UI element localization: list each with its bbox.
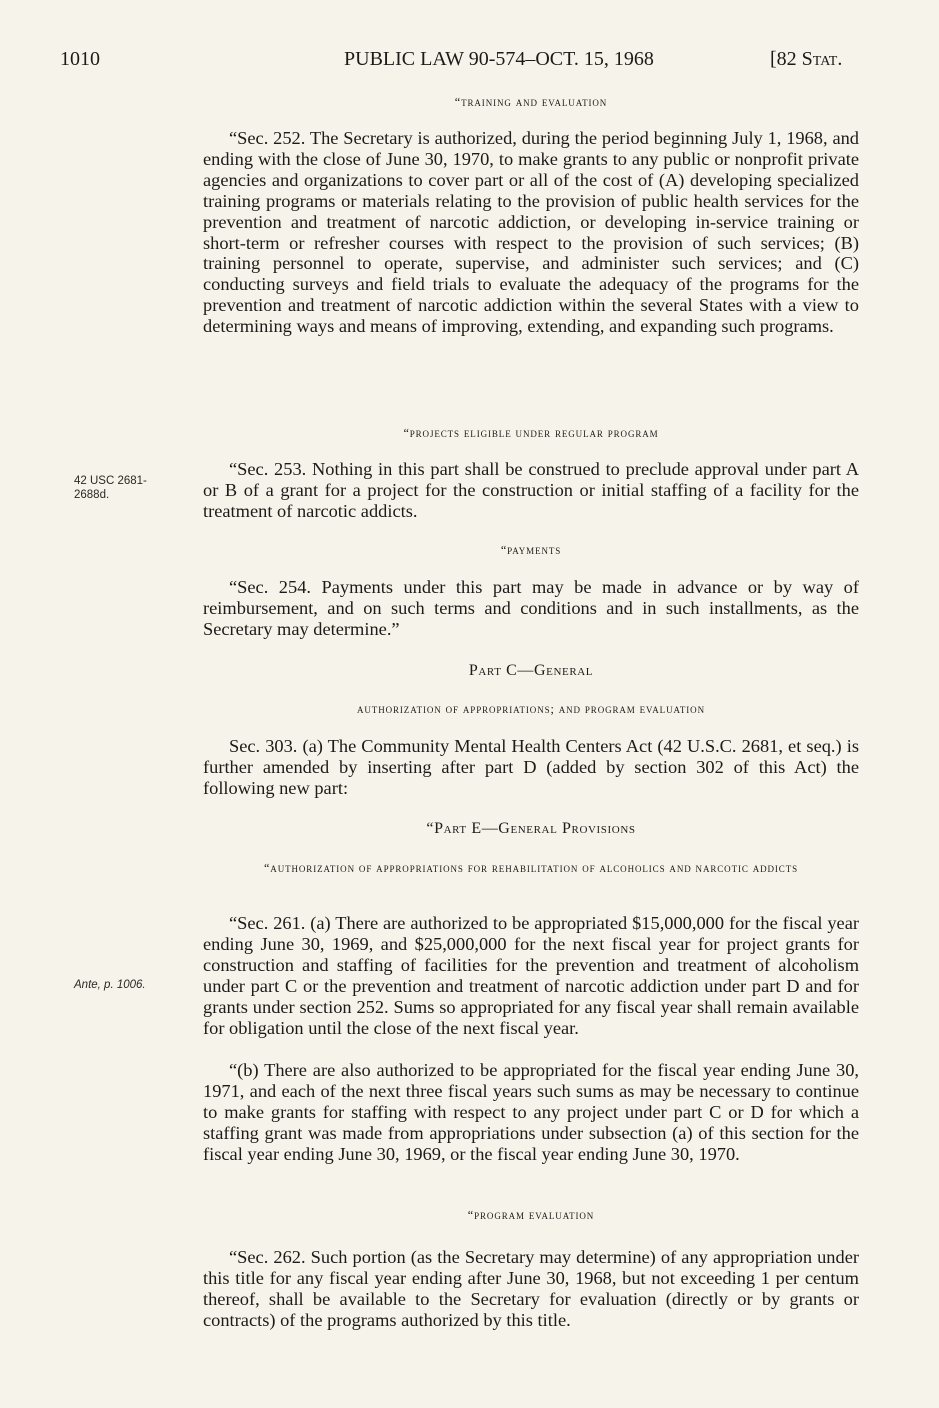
section-254: “Sec. 254. Payments under this part may be made in advance or by way of reimbursement, and on such terms and conditions and in such installments, as the Secretary may determine.” [203,577,859,639]
heading-training-evaluation: “training and evaluation [454,95,608,109]
running-title: PUBLIC LAW 90-574–OCT. 15, 1968 [344,48,654,70]
section-262: “Sec. 262. Such portion (as the Secretary may determine) of any appropriation under this title for any fiscal year ending after June 30, 1968, but not exceeding 1 per centum thereof, shall be available to the Secretary for evaluation (directly or by grants or contracts) of the programs authorized by this title. [203,1247,859,1330]
margin-note-usc: 42 USC 2681- 2688d. [74,475,147,501]
heading-authorization-rehab: “authorization of appropriations for rehabilitation of alcoholics and narcotic addicts [263,861,799,875]
margin-note-ante: Ante, p. 1006. [74,979,146,991]
heading-payments: “payments [500,543,562,557]
section-252: “Sec. 252. The Secretary is authorized, during the period beginning July 1, 1968, and ending with the close of June 30, 1970, to make grants to any public or nonprofit private agencies and organizations to cover part or all of the cost of (A) developing specialized training programs or materials relating to the provision of public health services for the prevention and treatment of narcotic addiction, or developing in-service training or short-term or refresher courses with respect to the provision of such services; (B) training personnel to operate, supervise, and administer such services; and (C) conducting surveys and field trials to evaluate the adequacy of the programs for the prevention and treatment of narcotic addiction within the several States with a view to determining ways and means of improving, extending, and expanding such programs. [203,128,859,337]
section-261a: “Sec. 261. (a) There are authorized to be appropriated $15,000,000 for the fiscal year ending June 30, 1969, and $25,000,000 for the next fiscal year for project grants for construction and staffing of facilities for the prevention and treatment of alcoholism under part C or the prevention and treatment of narcotic addiction under part D and for grants under section 252. Sums so appropriated for any fiscal year shall remain available for obligation until the close of the next fiscal year. [203,913,859,1038]
page-header [0,48,939,78]
heading-part-e: “Part E—General Provisions [426,820,636,837]
heading-projects-eligible: “projects eligible under regular program [403,426,659,440]
section-253: “Sec. 253. Nothing in this part shall be construed to preclude approval under part A or B of a grant for a project for the construction or initial staffing of a facility for the treatment of narcotic addicts. [203,459,859,521]
page-number: 1010 [60,48,100,70]
section-303: Sec. 303. (a) The Community Mental Health Centers Act (42 U.S.C. 2681, et seq.) is further amended by inserting after part D (added by section 302 of this Act) the following new part: [203,736,859,798]
heading-part-c: Part C—General [468,662,594,679]
section-261b: “(b) There are also authorized to be appropriated for the fiscal year ending June 30, 1971, and each of the next three fiscal years such sums as may be necessary to continue to make grants for staffing with respect to any project under part C or D for which a staffing grant was made from appropriations under subsection (a) of this section for the fiscal year ending June 30, 1969, or the fiscal year ending June 30, 1970. [203,1060,859,1164]
volume-reference: [82 Stat. [770,48,843,70]
heading-program-evaluation: “program evaluation [467,1208,595,1222]
heading-authorization: authorization of appropriations; and program evaluation [357,702,705,716]
